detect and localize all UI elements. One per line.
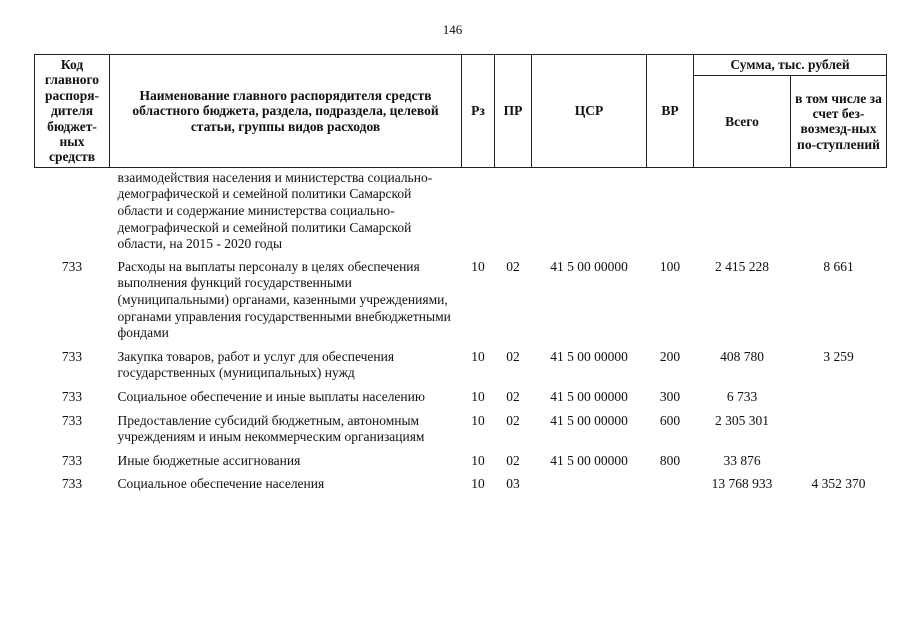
cell-pr: 03 (506, 476, 520, 492)
table-row (35, 409, 887, 449)
header-name: Наименование главного распорядителя средств областного бюджета, раздела, подраздела, целевой статьи, группы видов расходов (110, 55, 462, 168)
cell-pr: 02 (506, 388, 520, 404)
cell-gratuitous (791, 449, 887, 473)
table-row (35, 385, 887, 409)
header-csr: ЦСР (532, 55, 647, 168)
cell-gratuitous: 3 259 (823, 348, 854, 364)
cell-rz: 10 (471, 258, 485, 274)
cell-code: 733 (61, 348, 83, 364)
header-sum: Сумма, тыс. рублей (694, 55, 887, 76)
cell-name: Закупка товаров, работ и услуг для обеспечения государственных (муниципальных) нужд (117, 348, 395, 381)
table-row (35, 255, 887, 345)
cell-code: 733 (61, 258, 83, 274)
cell-total: 33 876 (723, 452, 761, 468)
cell-total: 13 768 933 (711, 476, 773, 492)
continuation-row (35, 167, 887, 254)
cell-rz: 10 (471, 452, 485, 468)
header-rz: Рз (462, 55, 495, 168)
budget-table (34, 54, 887, 496)
cell-rz: 10 (471, 412, 485, 428)
cell-code: 733 (61, 476, 83, 492)
table-header (35, 55, 887, 168)
continuation-text: взаимодействия населения и министерства социально-демографической и семейной политики Самарской области и содержание министерства социально-демографической и семейной политики Самарской области, на 2015 - 2020 годы (117, 169, 433, 252)
cell-csr: 41 5 00 00000 (550, 388, 628, 404)
cell-vr: 600 (659, 412, 681, 428)
cell-gratuitous (791, 385, 887, 409)
cell-rz: 10 (471, 348, 485, 364)
cell-code: 733 (61, 412, 83, 428)
cell-total: 408 780 (720, 348, 764, 364)
table-row (35, 472, 887, 496)
cell-csr: 41 5 00 00000 (550, 452, 628, 468)
cell-vr (647, 472, 694, 496)
cell-pr: 02 (506, 348, 520, 364)
cell-rz: 10 (471, 388, 485, 404)
cell-pr: 02 (506, 258, 520, 274)
table-row (35, 449, 887, 473)
cell-total: 2 305 301 (715, 412, 769, 428)
cell-name: Социальное обеспечение и иные выплаты населению (117, 388, 425, 404)
header-pr: ПР (495, 55, 532, 168)
cell-pr: 02 (506, 412, 520, 428)
header-total: Всего (694, 76, 791, 168)
page-number: 146 (442, 22, 463, 37)
cell-name: Расходы на выплаты персоналу в целях обеспечения выполнения функций государственными (муниципальными) органами, казенными учреждениями, органами управления государственными внебюджетными фондами (117, 258, 451, 341)
cell-name: Предоставление субсидий бюджетным, автономным учреждениям и иным некоммерческим организациям (117, 412, 425, 445)
header-code: Код главного распоря-дителя бюджет-ных средств (35, 55, 110, 168)
cell-name: Социальное обеспечение населения (117, 476, 325, 492)
header-vr: ВР (647, 55, 694, 168)
cell-code: 733 (61, 388, 83, 404)
cell-vr: 100 (659, 258, 681, 274)
cell-csr: 41 5 00 00000 (550, 258, 628, 274)
cell-rz: 10 (471, 476, 485, 492)
cell-gratuitous: 4 352 370 (811, 476, 866, 492)
cell-gratuitous: 8 661 (823, 258, 854, 274)
cell-total: 6 733 (726, 388, 758, 404)
cell-csr (532, 472, 647, 496)
cell-total: 2 415 228 (715, 258, 769, 274)
cell-vr: 800 (659, 452, 681, 468)
table-row (35, 345, 887, 385)
cell-csr: 41 5 00 00000 (550, 412, 628, 428)
cell-vr: 200 (659, 348, 681, 364)
cell-name: Иные бюджетные ассигнования (117, 452, 301, 468)
cell-gratuitous (791, 409, 887, 449)
cell-code: 733 (61, 452, 83, 468)
table-body (35, 167, 887, 496)
cell-vr: 300 (659, 388, 681, 404)
cell-csr: 41 5 00 00000 (550, 348, 628, 364)
cell-pr: 02 (506, 452, 520, 468)
header-gratuitous: в том числе за счет без-возмезд-ных по-ступлений (791, 76, 887, 168)
